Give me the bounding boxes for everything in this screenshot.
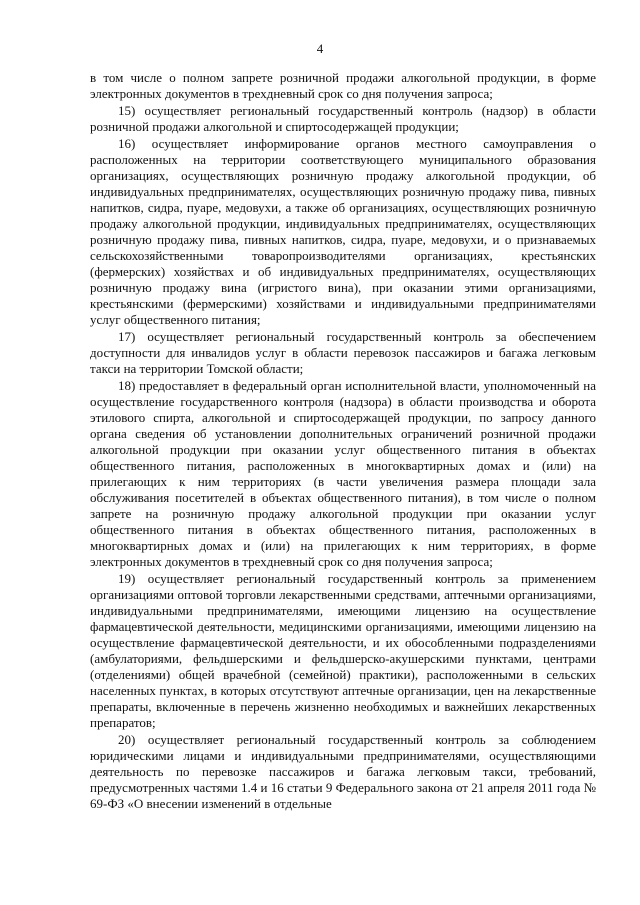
paragraph-item-17: 17) осуществляет региональный государственный контроль за обеспечением доступности для инвалидов услуг в области перевозок пассажиров и багажа легковым такси на территории Томской области; — [90, 329, 596, 376]
paragraph-item-15: 15) осуществляет региональный государственный контроль (надзор) в области розничной продажи алкогольной и спиртосодержащей продукции; — [90, 103, 596, 134]
page-number: 4 — [316, 41, 324, 56]
paragraph-item-18: 18) предоставляет в федеральный орган исполнительной власти, уполномоченный на осуществление государственного контроля (надзора) в области производства и оборота этилового спирта, алкогольной и спиртосодержащей продукции, по запросу данного органа сведения об установлении дополнительных ограничений розничной продажи алкогольной продукции при оказании услуг общественного питания в объектах общественного питания, расположенных в многоквартирных домах и (или) на прилегающих к ним территориях (в части увеличения размера площади зала обслуживания посетителей в объектах общественного питания), в том числе о полном запрете на розничную продажу алкогольной продукции при оказании услуг общественного питания в объектах общественного питания, расположенных в многоквартирных домах и (или) на прилегающих к ним территориях, в форме электронных документов в трехдневный срок со дня получения запроса; — [90, 378, 596, 569]
paragraph-item-16: 16) осуществляет информирование органов местного самоуправления о расположенных на территории соответствующего муниципального образования организациях, осуществляющих розничную продажу алкогольной продукции, об индивидуальных предпринимателях, осуществляющих розничную продажу пива, пивных напитков, сидра, пуаре, медовухи, а также об организациях, осуществляющих розничную продажу алкогольной продукции, индивидуальных предпринимателях, осуществляющих розничную продажу пива, пивных напитков, сидра, пуаре, медовухи, и о признаваемых сельскохозяйственными товаропроизводителями организациях, крестьянских (фермерских) хозяйствах и об индивидуальных предпринимателях, осуществляющих розничную продажу вина (игристого вина), при оказании этими организациями, крестьянскими (фермерскими) хозяйствами и индивидуальными предпринимателями услуг общественного питания; — [90, 136, 596, 327]
document-body — [90, 70, 596, 813]
paragraph-item-20: 20) осуществляет региональный государственный контроль за соблюдением юридическими лицами и индивидуальными предпринимателями, осуществляющими деятельность по перевозке пассажиров и багажа легковым такси, требований, предусмотренных частями 1.4 и 16 статьи 9 Федерального закона от 21 апреля 2011 года № 69-ФЗ «О внесении изменений в отдельные — [90, 732, 596, 811]
paragraph-continuation: в том числе о полном запрете розничной продажи алкогольной продукции, в форме электронных документов в трехдневный срок со дня получения запроса; — [90, 70, 596, 101]
paragraph-item-19: 19) осуществляет региональный государственный контроль за применением организациями оптовой торговли лекарственными средствами, аптечными организациями, индивидуальными предпринимателями, имеющими лицензию на осуществление фармацевтической деятельности, медицинскими организациями, имеющими лицензию на осуществление фармацевтической деятельности, и их обособленными подразделениями (амбулаториями, фельдшерскими и фельдшерско-акушерскими пунктами, центрами (отделениями) общей врачебной (семейной) практики), расположенными в сельских населенных пунктах, в которых отсутствуют аптечные организации, цен на лекарственные препараты, включенные в перечень жизненно необходимых и важнейших лекарственных препаратов; — [90, 571, 596, 730]
